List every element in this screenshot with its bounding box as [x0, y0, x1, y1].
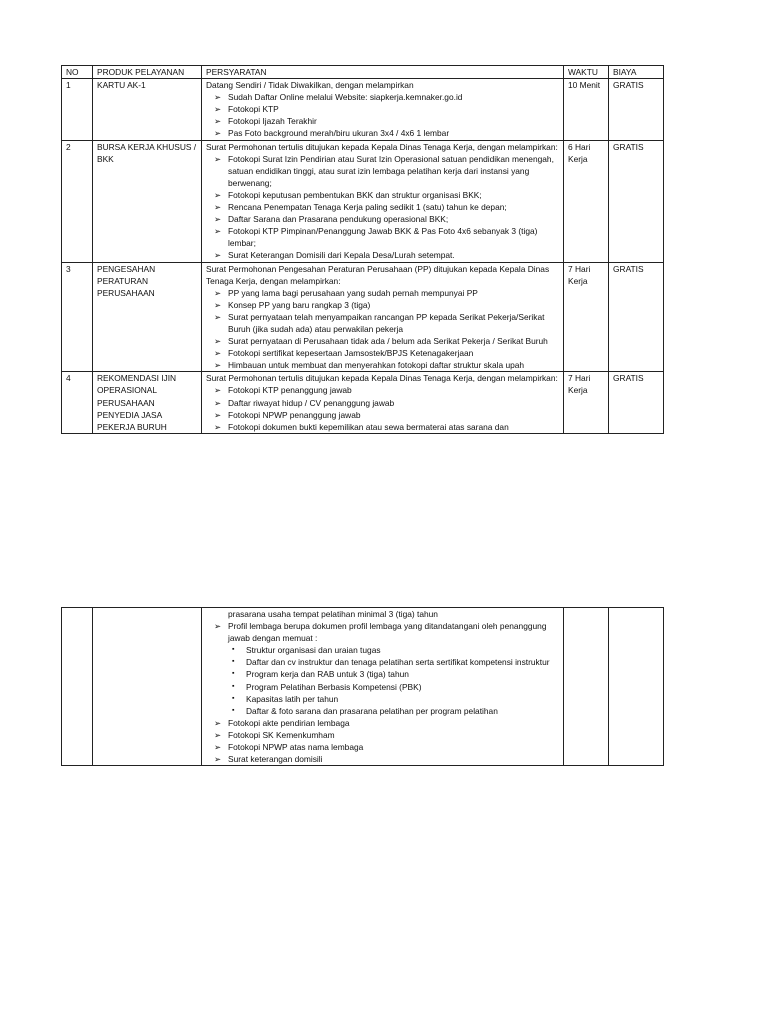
table-row: [62, 262, 664, 372]
no-cell: 3: [62, 262, 93, 372]
arrow-bullet-icon: ➢: [214, 92, 222, 103]
requirements-list: [206, 287, 559, 372]
list-item: [206, 421, 559, 433]
list-item-text: Struktur organisasi dan uraian tugas: [246, 645, 381, 656]
arrow-bullet-icon: ➢: [214, 742, 222, 753]
requirements-cell: [202, 608, 564, 766]
square-bullet-icon: ▪: [232, 646, 235, 654]
list-item: [206, 741, 559, 753]
profile-contents-list: [206, 644, 559, 717]
arrow-bullet-icon: ➢: [214, 104, 222, 115]
list-item-text: Fotokopi sertifikat kepesertaan Jamsostek/BPJS Ketenagakerjaan: [228, 348, 474, 359]
cost-cell: [609, 608, 664, 766]
square-bullet-icon: ▪: [232, 682, 235, 690]
header-requirements: PERSYARATAN: [202, 66, 564, 79]
product-cell: KARTU AK-1: [93, 79, 202, 140]
arrow-bullet-icon: ➢: [214, 189, 222, 200]
list-item-text: Fotokopi KTP: [228, 104, 279, 115]
list-item: [206, 705, 559, 717]
list-item-text: PP yang lama bagi perusahaan yang sudah pernah mempunyai PP: [228, 287, 478, 298]
requirements-list: [206, 620, 559, 644]
list-item-text: Fotokopi Surat Izin Pendirian atau Surat Izin Operasional satuan pendidikan menengah, satuan endidikan tinggi, atau surat izin lembaga pelatihan kerja dari instansi yang berwenang;: [228, 153, 554, 188]
list-item: [206, 153, 559, 189]
product-cell: REKOMENDASI IJIN OPERASIONAL PERUSAHAAN PENYEDIA JASA PEKERJA BURUH: [93, 372, 202, 433]
no-cell: 1: [62, 79, 93, 140]
time-cell: 6 Hari Kerja: [564, 140, 609, 262]
square-bullet-icon: ▪: [232, 694, 235, 702]
list-item: [206, 115, 559, 127]
header-product: PRODUK PELAYANAN: [93, 66, 202, 79]
arrow-bullet-icon: ➢: [214, 128, 222, 139]
cost-cell: GRATIS: [609, 140, 664, 262]
requirements-intro: Datang Sendiri / Tidak Diwakilkan, dengan melampirkan: [206, 80, 414, 91]
time-cell: 10 Menit: [564, 79, 609, 140]
requirements-list: [206, 384, 559, 432]
arrow-bullet-icon: ➢: [214, 421, 222, 432]
list-item: [206, 225, 559, 249]
list-item-text: Daftar riwayat hidup / CV penanggung jawab: [228, 397, 395, 408]
list-item-text: Fotokopi dokumen bukti kepemilikan atau sewa bermaterai atas sarana dan: [228, 421, 509, 432]
table-row: [62, 140, 664, 262]
list-item: [206, 311, 559, 335]
list-item-text: Surat pernyataan telah menyampaikan rancangan PP kepada Serikat Pekerja/Serikat Buruh (jika sudah ada) atau perwakilan pekerja: [228, 311, 545, 334]
arrow-bullet-icon: ➢: [214, 299, 222, 310]
arrow-bullet-icon: ➢: [214, 397, 222, 408]
arrow-bullet-icon: ➢: [214, 226, 222, 237]
square-bullet-icon: ▪: [232, 658, 235, 666]
requirements-cell: [202, 140, 564, 262]
arrow-bullet-icon: ➢: [214, 250, 222, 261]
arrow-bullet-icon: ➢: [214, 116, 222, 127]
list-item: [206, 681, 559, 693]
header-no: NO: [62, 66, 93, 79]
table-header-row: [62, 66, 664, 79]
arrow-bullet-icon: ➢: [214, 754, 222, 765]
list-item-text: Fotokopi NPWP penanggung jawab: [228, 409, 361, 420]
list-item-text: Surat pernyataan di Perusahaan tidak ada / belum ada Serikat Pekerja / Serikat Buruh: [228, 336, 548, 347]
list-item: [206, 359, 559, 371]
time-cell: 7 Hari Kerja: [564, 262, 609, 372]
list-item-text: Fotokopi KTP penanggung jawab: [228, 385, 352, 396]
requirements-cell: [202, 372, 564, 433]
list-item-text: Surat keterangan domisili: [228, 754, 323, 765]
table-row: [62, 79, 664, 140]
list-item: [206, 656, 559, 668]
list-item: [206, 409, 559, 421]
list-item: [206, 347, 559, 359]
arrow-bullet-icon: ➢: [214, 202, 222, 213]
list-item-text: Program kerja dan RAB untuk 3 (tiga) tahun: [246, 669, 409, 680]
cost-cell: GRATIS: [609, 372, 664, 433]
list-item: [206, 668, 559, 680]
time-cell: [564, 608, 609, 766]
header-cost: BIAYA: [609, 66, 664, 79]
continuation-table: [61, 607, 664, 766]
list-item-text: Daftar Sarana dan Prasarana pendukung operasional BKK;: [228, 214, 449, 225]
list-item: [206, 213, 559, 225]
list-item-text: Daftar dan cv instruktur dan tenaga pelatihan serta sertifikat kompetensi instruktur: [246, 657, 550, 668]
list-item-text: Sudah Daftar Online melalui Website: siapkerja.kemnaker.go.id: [228, 92, 463, 103]
list-item-text: Kapasitas latih per tahun: [246, 693, 339, 704]
list-item: [206, 249, 559, 261]
list-item-text: Surat Keterangan Domisili dari Kepala Desa/Lurah setempat.: [228, 250, 455, 261]
list-item: [206, 397, 559, 409]
list-item-text: Fotokopi keputusan pembentukan BKK dan struktur organisasi BKK;: [228, 189, 482, 200]
requirements-intro: Surat Permohonan tertulis ditujukan kepada Kepala Dinas Tenaga Kerja, dengan melampirkan:: [206, 141, 558, 152]
list-item-text: Fotokopi akte pendirian lembaga: [228, 717, 350, 728]
list-item-text: Daftar & foto sarana dan prasarana pelatihan per program pelatihan: [246, 705, 498, 716]
list-item-text: Konsep PP yang baru rangkap 3 (tiga): [228, 299, 371, 310]
arrow-bullet-icon: ➢: [214, 287, 222, 298]
square-bullet-icon: ▪: [232, 670, 235, 678]
arrow-bullet-icon: ➢: [214, 214, 222, 225]
requirements-cell: [202, 79, 564, 140]
list-item-text: Pas Foto background merah/biru ukuran 3x4 / 4x6 1 lembar: [228, 128, 450, 139]
requirements-intro: Surat Permohonan Pengesahan Peraturan Perusahaan (PP) ditujukan kepada Kepala Dinas Tenaga Kerja, dengan melampirkan:: [206, 263, 550, 286]
cost-cell: GRATIS: [609, 262, 664, 372]
arrow-bullet-icon: ➢: [214, 717, 222, 728]
list-item: [206, 644, 559, 656]
arrow-bullet-icon: ➢: [214, 360, 222, 371]
list-item: [206, 299, 559, 311]
list-item-text: Fotokopi NPWP atas nama lembaga: [228, 742, 364, 753]
requirements-intro: Surat Permohonan tertulis ditujukan kepada Kepala Dinas Tenaga Kerja, dengan melampirkan:: [206, 373, 558, 384]
product-cell: PENGESAHAN PERATURAN PERUSAHAAN: [93, 262, 202, 372]
list-item-text: Fotokopi KTP Pimpinan/Penanggung Jawab BKK & Pas Foto 4x6 sebanyak 3 (tiga) lembar;: [228, 226, 538, 249]
list-item: [206, 753, 559, 765]
table-row: [62, 372, 664, 433]
list-item-text: Rencana Penempatan Tenaga Kerja paling sedikit 1 (satu) tahun ke depan;: [228, 202, 507, 213]
time-cell: 7 Hari Kerja: [564, 372, 609, 433]
list-item-text: Fotokopi SK Kemenkumham: [228, 729, 335, 740]
arrow-bullet-icon: ➢: [214, 729, 222, 740]
list-item-text: Himbauan untuk membuat dan menyerahkan fotokopi daftar struktur skala upah: [228, 360, 525, 371]
list-item: [206, 335, 559, 347]
product-cell: BURSA KERJA KHUSUS / BKK: [93, 140, 202, 262]
no-cell: [62, 608, 93, 766]
list-item-text: Program Pelatihan Berbasis Kompetensi (PBK): [246, 681, 422, 692]
requirements-list: [206, 91, 559, 139]
arrow-bullet-icon: ➢: [214, 385, 222, 396]
table-body: [62, 79, 664, 434]
list-item-text: Fotokopi Ijazah Terakhir: [228, 116, 317, 127]
arrow-bullet-icon: ➢: [214, 311, 222, 322]
list-item: [206, 620, 559, 644]
arrow-bullet-icon: ➢: [214, 153, 222, 164]
list-item: [206, 201, 559, 213]
arrow-bullet-icon: ➢: [214, 336, 222, 347]
list-item-text: Profil lembaga berupa dokumen profil lembaga yang ditandatangani oleh penanggung jawab dengan memuat :: [228, 621, 547, 644]
square-bullet-icon: ▪: [232, 706, 235, 714]
list-item: [206, 693, 559, 705]
requirements-list: [206, 717, 559, 765]
requirements-list: [206, 153, 559, 262]
arrow-bullet-icon: ➢: [214, 621, 222, 632]
header-time: WAKTU: [564, 66, 609, 79]
list-item: [206, 287, 559, 299]
continued-text: prasarana usaha tempat pelatihan minimal 3 (tiga) tahun: [228, 609, 438, 619]
no-cell: 2: [62, 140, 93, 262]
product-cell: [93, 608, 202, 766]
list-item: [206, 127, 559, 139]
cost-cell: GRATIS: [609, 79, 664, 140]
arrow-bullet-icon: ➢: [214, 409, 222, 420]
services-table: [61, 65, 664, 434]
no-cell: 4: [62, 372, 93, 433]
list-item: [206, 729, 559, 741]
list-item: [206, 91, 559, 103]
list-item: [206, 717, 559, 729]
list-item: [206, 189, 559, 201]
arrow-bullet-icon: ➢: [214, 348, 222, 359]
requirements-cell: [202, 262, 564, 372]
list-item: [206, 384, 559, 396]
table-row: [62, 608, 664, 766]
list-item: [206, 103, 559, 115]
